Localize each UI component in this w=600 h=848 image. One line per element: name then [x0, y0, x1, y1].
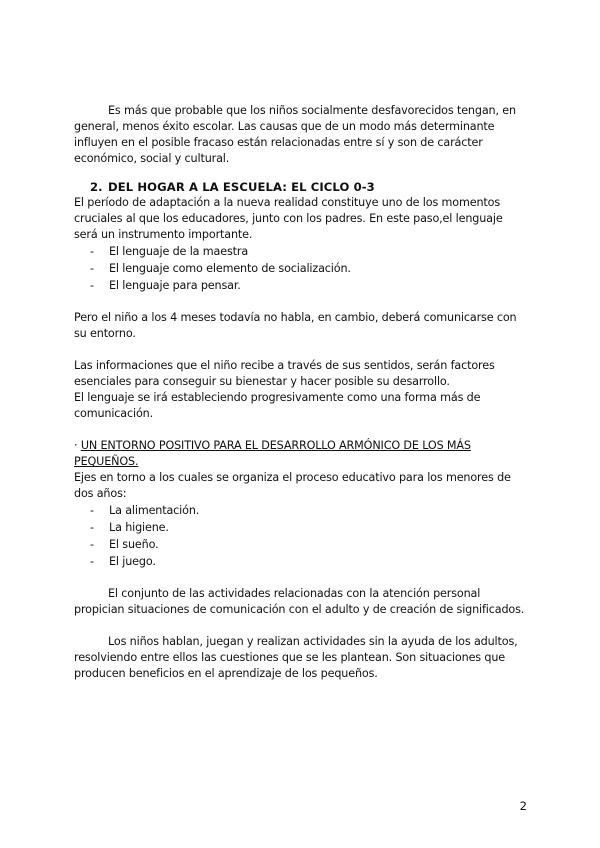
dash-marker: -	[90, 279, 94, 292]
page-content	[74, 103, 528, 682]
subheading-positive-environment	[74, 438, 528, 470]
list-item: - El sueño.	[90, 538, 159, 551]
paragraph-senses: Las informaciones que el niño recibe a través de sus sentidos, serán factores esenciales para conseguir su bienestar y hacer posible su desarrollo.	[74, 359, 495, 388]
subheading-bullet: ·	[74, 439, 81, 452]
list-item: - El lenguaje como elemento de socialización.	[90, 262, 351, 275]
paragraph-socially-disadvantaged: Es más que probable que los niños socialmente desfavorecidos tengan, en general, menos éxito escolar. Las causas que de un modo más determinante influyen en el posible fracaso están relacionadas entre sí y son de carácter económico, social y cultural.	[74, 104, 516, 165]
paragraph-adaptation-period: El período de adaptación a la nueva realidad constituye uno de los momentos cruciales al que los educadores, junto con los padres. En este paso,el lenguaje será un instrumento importante.	[74, 196, 503, 241]
list-item: - El juego.	[90, 555, 156, 568]
page-number: 2	[519, 799, 527, 813]
paragraph-four-months: Pero el niño a los 4 meses todavía no habla, en cambio, deberá comunicarse con su entorno.	[74, 311, 517, 340]
paragraph-educational-axes: Ejes en torno a los cuales se organiza el proceso educativo para los menores de dos años:	[74, 471, 511, 500]
list-item: - La higiene.	[90, 521, 169, 534]
section-heading	[90, 179, 528, 195]
language-list	[74, 243, 528, 294]
paragraph-personal-care: El conjunto de las actividades relacionadas con la atención personal propician situaciones de comunicación con el adulto y de creación de significados.	[74, 587, 525, 616]
list-item: - La alimentación.	[90, 504, 200, 517]
spacer	[74, 618, 528, 634]
spacer	[74, 294, 528, 310]
paragraph-language-progressive: El lenguaje se irá estableciendo progresivamente como una forma más de comunicación.	[74, 391, 481, 420]
dash-marker: -	[90, 262, 94, 275]
list-item: - El lenguaje para pensar.	[90, 279, 241, 292]
axes-list	[74, 502, 528, 570]
dash-marker: -	[90, 538, 94, 551]
spacer	[74, 570, 528, 586]
paragraph-children-play: Los niños hablan, juegan y realizan actividades sin la ayuda de los adultos, resolviendo entre ellos las cuestiones que se les plantean. Son situaciones que producen beneficios en el aprendizaje de los pequeños.	[74, 635, 518, 680]
dash-marker: -	[90, 504, 94, 517]
spacer	[74, 342, 528, 358]
section-number: 2.	[90, 180, 103, 194]
section-title: DEL HOGAR A LA ESCUELA: EL CICLO 0-3	[108, 180, 375, 194]
list-item: - El lenguaje de la maestra	[90, 245, 249, 258]
spacer	[74, 422, 528, 438]
dash-marker: -	[90, 245, 94, 258]
subheading-text: UN ENTORNO POSITIVO PARA EL DESARROLLO ARMÓNICO DE LOS MÁS PEQUEÑOS.	[74, 439, 471, 468]
dash-marker: -	[90, 555, 94, 568]
dash-marker: -	[90, 521, 94, 534]
